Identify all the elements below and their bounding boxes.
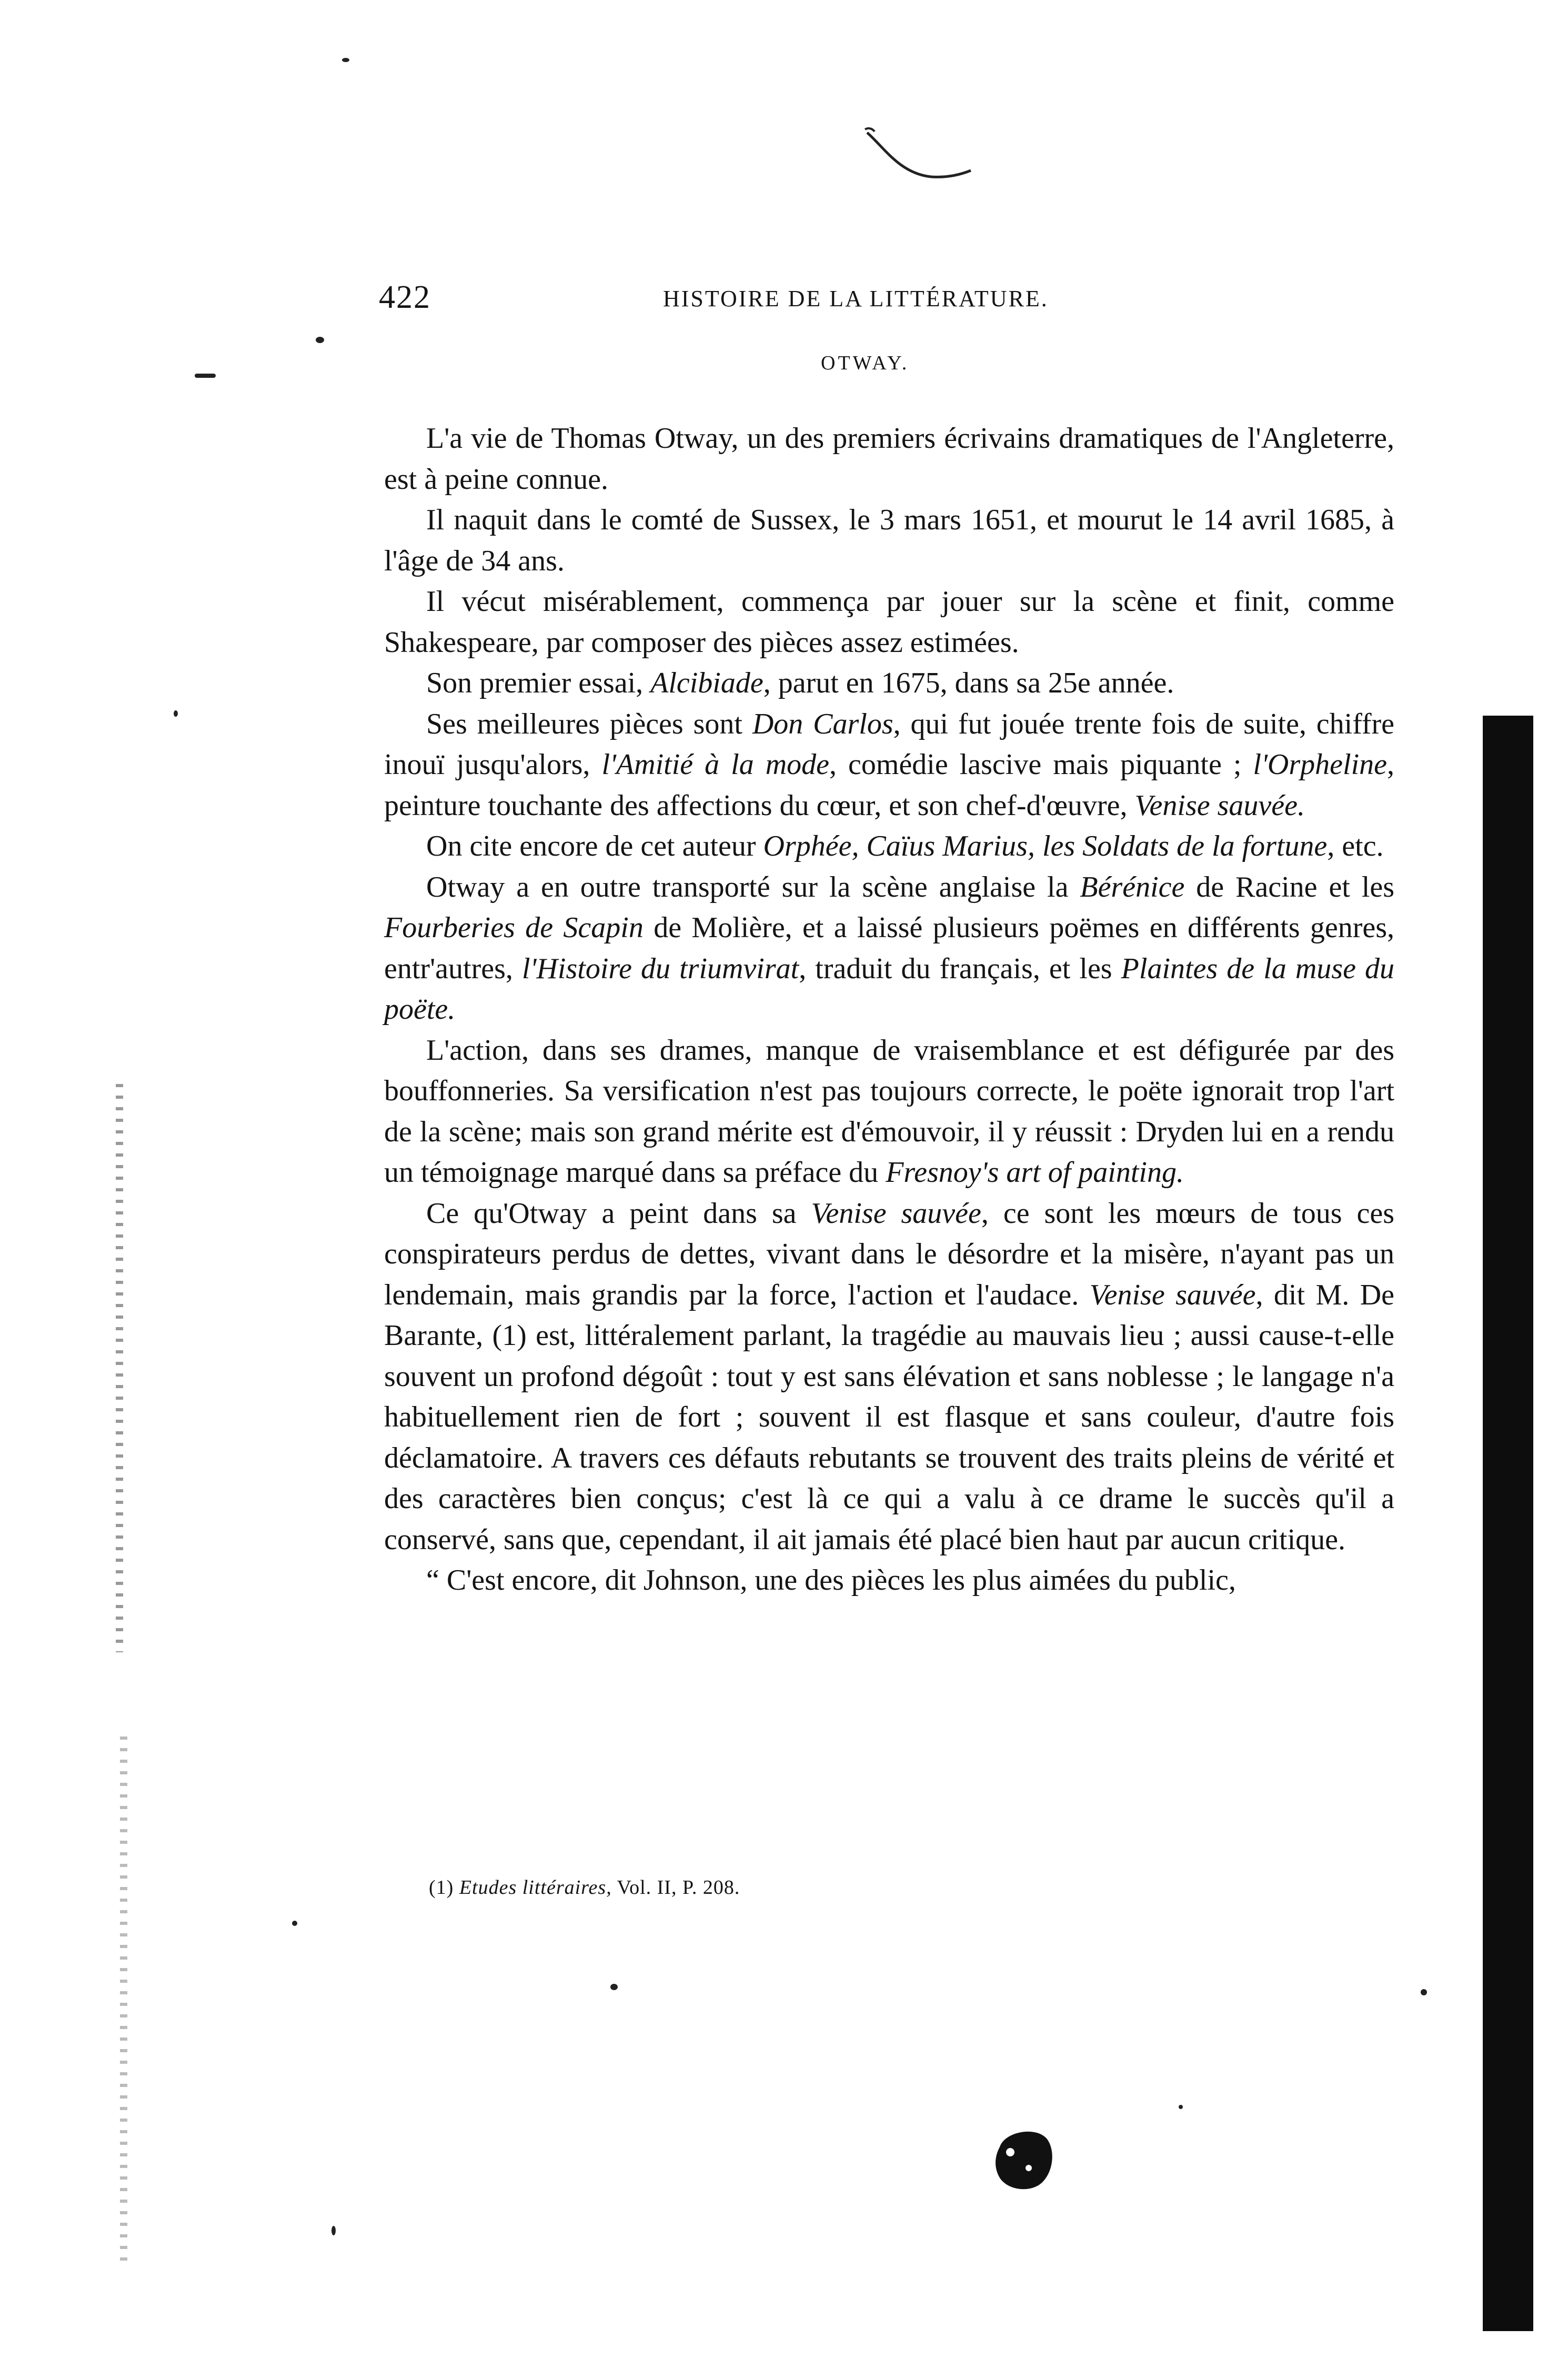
section-title: OTWAY.	[821, 352, 910, 374]
page-number: 422	[379, 279, 431, 315]
scan-speck	[1421, 1989, 1427, 1995]
footnote	[429, 1876, 740, 1899]
scan-speck	[331, 2226, 336, 2235]
footnote-title: Etudes littéraires,	[459, 1876, 612, 1899]
paragraph-9: Ce qu'Otway a peint dans sa Venise sauvée, ce sont les mœurs de tous ces conspirateurs perdus de dettes, vivant dans le désordre et la misère, n'ayant pas un lendemain, mais grandis par la force, l'action et l'audace. Venise sauvée, dit M. De Barante, (1) est, littéralement parlant, la tragédie au mauvais lieu ; aussi cause-t-elle souvent un profond dégoût : tout y est sans élévation et sans noblesse ; le langage n'a habituellement rien de fort ; souvent il est flasque et sans couleur, d'autre fois déclamatoire. A travers ces défauts rebutants se trouvent des traits pleins de vérité et des caractères bien conçus; c'est là ce qui a valu à ce drame le succès qu'il a conservé, sans que, cependant, il ait jamais été placé bien haut par aucun critique.	[384, 1197, 1395, 1556]
ink-blot	[989, 2126, 1058, 2194]
footnote-reference: Vol. II, P. 208.	[611, 1876, 740, 1899]
italic-title: Venise sauvée	[1089, 1278, 1256, 1311]
paragraph-8: L'action, dans ses drames, manque de vraisemblance et est défigurée par des bouffonneries. Sa versification n'est pas toujours correcte, le poëte ignorait trop l'art de la scène; mais son grand mérite est d'émouvoir, il y réussit : Dryden lui en a rendu un témoignage marqué dans sa préface du Fresnoy's art of painting.	[384, 1033, 1394, 1189]
paragraph-10: “ C'est encore, dit Johnson, une des pièces les plus aimées du public,	[426, 1564, 1236, 1597]
paragraph-5: Ses meilleures pièces sont Don Carlos, qui fut jouée trente fois de suite, chiffre inouï jusqu'alors, l'Amitié à la mode, comédie lascive mais piquante ; l'Orpheline, peinture touchante des affections du cœur, et son chef-d'œuvre, Venise sauvée.	[384, 707, 1395, 822]
running-head	[379, 279, 1400, 321]
scan-speck	[316, 337, 324, 343]
italic-title: Alcibiade	[650, 667, 763, 699]
scan-speck	[610, 1984, 618, 1990]
italic-title: l'Histoire du triumvirat	[521, 952, 799, 985]
italic-title: Orphée, Caïus Marius, les Soldats de la fortune	[763, 830, 1328, 862]
paragraph-1: L'a vie de Thomas Otway, un des premiers écrivains dramatiques de l'Angleterre, est à peine connue.	[384, 422, 1394, 496]
paragraph-4: Son premier essai, Alcibiade, parut en 1675, dans sa 25e année.	[426, 667, 1174, 699]
scan-dotted-artifact-lower	[120, 1736, 127, 2263]
italic-title: Venise sauvée.	[1134, 789, 1305, 822]
italic-title: l'Orpheline	[1253, 748, 1387, 781]
scan-dotted-artifact	[116, 1084, 123, 1652]
footnote-marker: (1)	[429, 1876, 454, 1899]
scan-speck	[195, 374, 216, 378]
italic-title: Venise sauvée	[811, 1197, 981, 1230]
italic-title: Fresnoy's art of painting.	[886, 1156, 1184, 1189]
paragraph-3: Il vécut misérablement, commença par jouer sur la scène et finit, comme Shakespeare, par composer des pièces assez estimées.	[384, 585, 1394, 659]
scan-speck	[342, 58, 349, 62]
paragraph-7: Otway a en outre transporté sur la scène anglaise la Bérénice de Racine et les Fourberies de Scapin de Molière, et a laissé plusieurs poëmes en différents genres, entr'autres, l'Histoire du triumvirat, traduit du français, et les Plaintes de la muse du poëte.	[384, 870, 1395, 1026]
italic-title: Plaintes de la muse du poëte.	[384, 952, 1394, 1026]
running-title: HISTOIRE DE LA LITTÉRATURE.	[663, 286, 1049, 312]
scan-speck	[174, 710, 178, 717]
paragraph-2: Il naquit dans le comté de Sussex, le 3 mars 1651, et mourut le 14 avril 1685, à l'âge de 34 ans.	[384, 504, 1394, 577]
italic-title: Bérénice	[1080, 870, 1185, 904]
scan-speck	[1179, 2105, 1183, 2109]
italic-title: Fourberies de Scapin	[384, 911, 644, 944]
italic-title: l'Amitié à la mode	[601, 748, 830, 781]
italic-title: Don Carlos	[752, 707, 893, 740]
paragraph-6: On cite encore de cet auteur Orphée, Caïus Marius, les Soldats de la fortune, etc.	[426, 830, 1384, 862]
scan-edge-bar	[1483, 716, 1533, 2331]
body-text	[384, 418, 1394, 1601]
scan-speck	[292, 1921, 297, 1926]
ink-curve-mark	[863, 126, 973, 184]
